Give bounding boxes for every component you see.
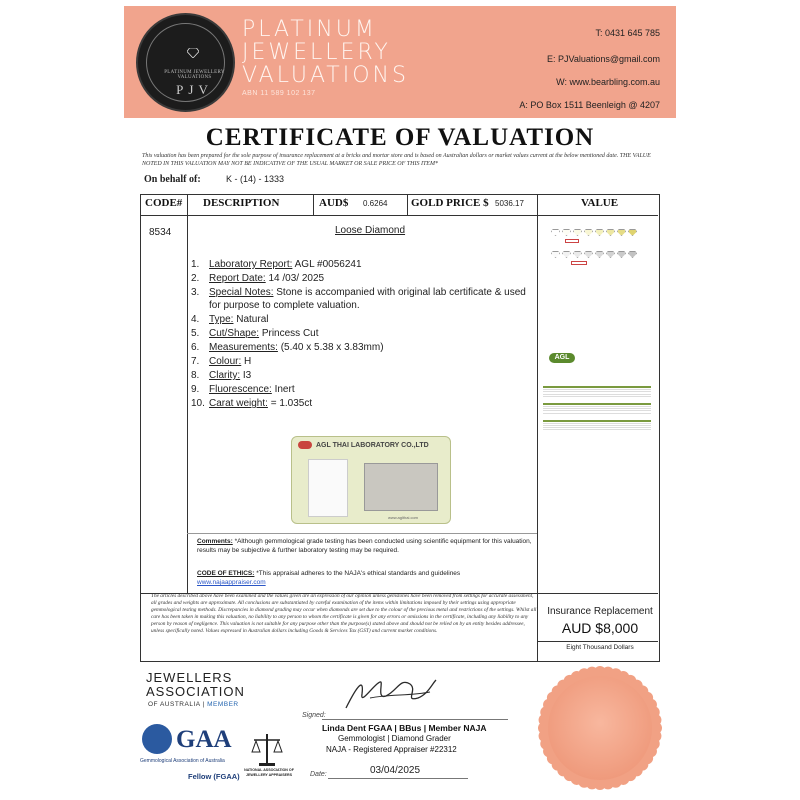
date-line [328, 778, 468, 779]
signature-line [322, 719, 508, 720]
certificate-title: CERTIFICATE OF VALUATION [205, 124, 595, 151]
list-item: 4. Type: Natural [191, 314, 269, 325]
diamond-icon [187, 48, 199, 58]
ethics-text: *This appraisal adheres to the NAJA's ethical standards and guidelines [254, 570, 461, 577]
logo-ring-text: PLATINUM JEWELLERY VALUATIONS [164, 70, 225, 80]
report-row [543, 411, 651, 413]
contact-website[interactable]: W: www.bearbling.com.au [556, 77, 660, 87]
gaa-emblem-icon [142, 724, 172, 754]
gaa-logo-text: GAA [176, 726, 232, 753]
signer-registration: NAJA - Registered Appraiser #22312 [326, 745, 457, 754]
logo-monogram: PJV [176, 82, 213, 97]
date-label: Date: [310, 771, 327, 778]
item-code: 8534 [149, 227, 172, 238]
brand-name [242, 18, 409, 87]
comments-label: Comments: [197, 538, 233, 545]
comments-divider [187, 533, 537, 534]
list-item: 2. Report Date: 14 /03/ 2025 [191, 273, 325, 284]
naja-link[interactable]: www.najaappraiser.com [197, 579, 266, 586]
list-item: 5. Cut/Shape: Princess Cut [191, 328, 319, 339]
header-divider [141, 215, 658, 216]
list-item: 1. Laboratory Report: AGL #0056241 [191, 259, 362, 270]
header-code: CODE# [145, 197, 183, 209]
list-item: 7. Colour: H [191, 356, 252, 367]
list-item: 6. Measurements: (5.40 x 5.38 x 3.83mm) [191, 342, 384, 353]
behalf-label: On behalf of: [144, 174, 201, 185]
contact-email[interactable]: E: PJValuations@gmail.com [546, 54, 660, 64]
col-divider-aud [407, 195, 408, 215]
insurance-value-words: Eight Thousand Dollars [566, 644, 634, 651]
brand-line-3: VALUATIONS [242, 63, 409, 88]
insurance-divider [537, 641, 658, 642]
lab-report-card-image [291, 436, 451, 524]
col-divider-desc [313, 195, 314, 215]
letterhead-banner [124, 6, 676, 118]
valuation-table [140, 194, 660, 662]
brand-line-2: JEWELLERY [242, 40, 391, 65]
header-value: VALUE [581, 197, 619, 209]
clarity-scale-row [551, 251, 653, 258]
item-title: Loose Diamond [335, 225, 406, 236]
comments-text: *Although gemmological grade testing has been conducted using scientific equipment for this valuation, results may be subjective & further laboratory testing may be required. [197, 538, 532, 554]
header-aud-value: 0.6264 [363, 199, 388, 208]
logo-inner-ring [146, 23, 225, 102]
gaa-fellow: Fellow (FGAA) [188, 772, 240, 781]
grading-scale-graphic [545, 227, 653, 293]
list-item: 3. Special Notes: Stone is accompanied with original lab certificate & used for purpose to complete valuation. [191, 287, 526, 311]
report-row [543, 428, 651, 430]
header-gold-label: GOLD PRICE $ [411, 197, 489, 209]
ja-subtitle: OF AUSTRALIA | MEMBER [148, 701, 239, 708]
gaa-subtitle: Gemmological Association of Australia [140, 758, 225, 764]
list-item: 10. Carat weight: = 1.035ct [191, 398, 313, 409]
list-item: 8. Clarity: I3 [191, 370, 252, 381]
ja-line-1: JEWELLERS [146, 670, 233, 685]
ja-line-2: ASSOCIATION [146, 684, 245, 699]
valuation-disclaimer: This valuation has been prepared for the sole purpose of insurance replacement at a bricks and mortar store and is based on Australian dollars or market values current at the below mentioned date. THE VALUE NOTED IN THIS VALUATION MAY NOT BE INDICATIVE OF THE USUAL MARKET OR SALE PRICE OF THIS ITEM* [142, 153, 651, 167]
lab-card-details [308, 459, 348, 517]
signed-label: Signed: [302, 712, 326, 719]
contact-address: A: PO Box 1511 Beenleigh @ 4207 [519, 100, 660, 110]
colour-scale-row [551, 229, 653, 236]
signer-title: Gemmologist | Diamond Grader [338, 734, 451, 743]
lab-card-title: AGL THAI LABORATORY CO.,LTD [316, 442, 429, 449]
agl-logo: AGL [549, 353, 575, 363]
header-gold-value: 5036.17 [495, 199, 524, 208]
insurance-label: Insurance Replacement [547, 606, 653, 617]
comments-section [197, 537, 537, 555]
signer-name: Linda Dent FGAA | BBus | Member NAJA [322, 723, 487, 733]
abn-number: ABN 11 589 102 137 [242, 90, 316, 97]
naja-caption: NATIONAL ASSOCIATION OF JEWELLERY APPRAISERS [244, 768, 294, 777]
embossed-seal [536, 664, 664, 792]
jewellers-association-logo [146, 671, 245, 699]
behalf-value: K - (14) - 1333 [226, 174, 285, 184]
ethics-section [197, 569, 537, 587]
contact-phone: T: 0431 645 785 [595, 28, 660, 38]
report-row [543, 395, 651, 397]
insurance-value: AUD $8,000 [561, 620, 639, 636]
col-divider-value [537, 195, 538, 661]
certificate-date: 03/04/2025 [370, 765, 421, 776]
liability-footer-note: The articles described above have been examined and the values given are an expression of our opinion unless gemstones have been removed from settings for accurate assessment, all grades and weights are approximate. All conclusions are substantiated by careful examination of the items within limitations imposed by their settings using appropriate gemmological testing methods. Discrepancies in diamond grading may occur when diamonds are set due to the colour of the precious metal and restrictions of the settings. Whilst all care has been taken in making this valuation, no liability to any person to whom the certificate is given for any errors or omissions in the certificate, including any liability to any person by reason of negligence. This valuation is not suitable for any purpose other than the purpose(s) stated above and should not be relied on by an entity besides addressee, unless specifically noted. Values expressed in Australian dollars including Goods & Services Tax (GST) and current market conditions. [151, 593, 537, 634]
brand-line-1: PLATINUM [242, 17, 377, 42]
clarity-marker-box [571, 261, 587, 265]
list-item: 9. Fluorescence: Inert [191, 384, 295, 395]
header-aud-label: AUD$ [319, 197, 349, 209]
handwritten-signature [340, 674, 440, 714]
lab-card-stone-photo [364, 463, 438, 511]
pjv-logo [136, 13, 235, 112]
colour-marker-box [565, 239, 579, 243]
header-description: DESCRIPTION [203, 197, 280, 209]
agl-report-summary-image [543, 383, 651, 430]
item-details-list [191, 258, 531, 411]
ethics-label: CODE OF ETHICS: [197, 570, 255, 577]
agl-card-logo [298, 441, 312, 449]
lab-card-site: www.aglthai.com [388, 515, 419, 520]
